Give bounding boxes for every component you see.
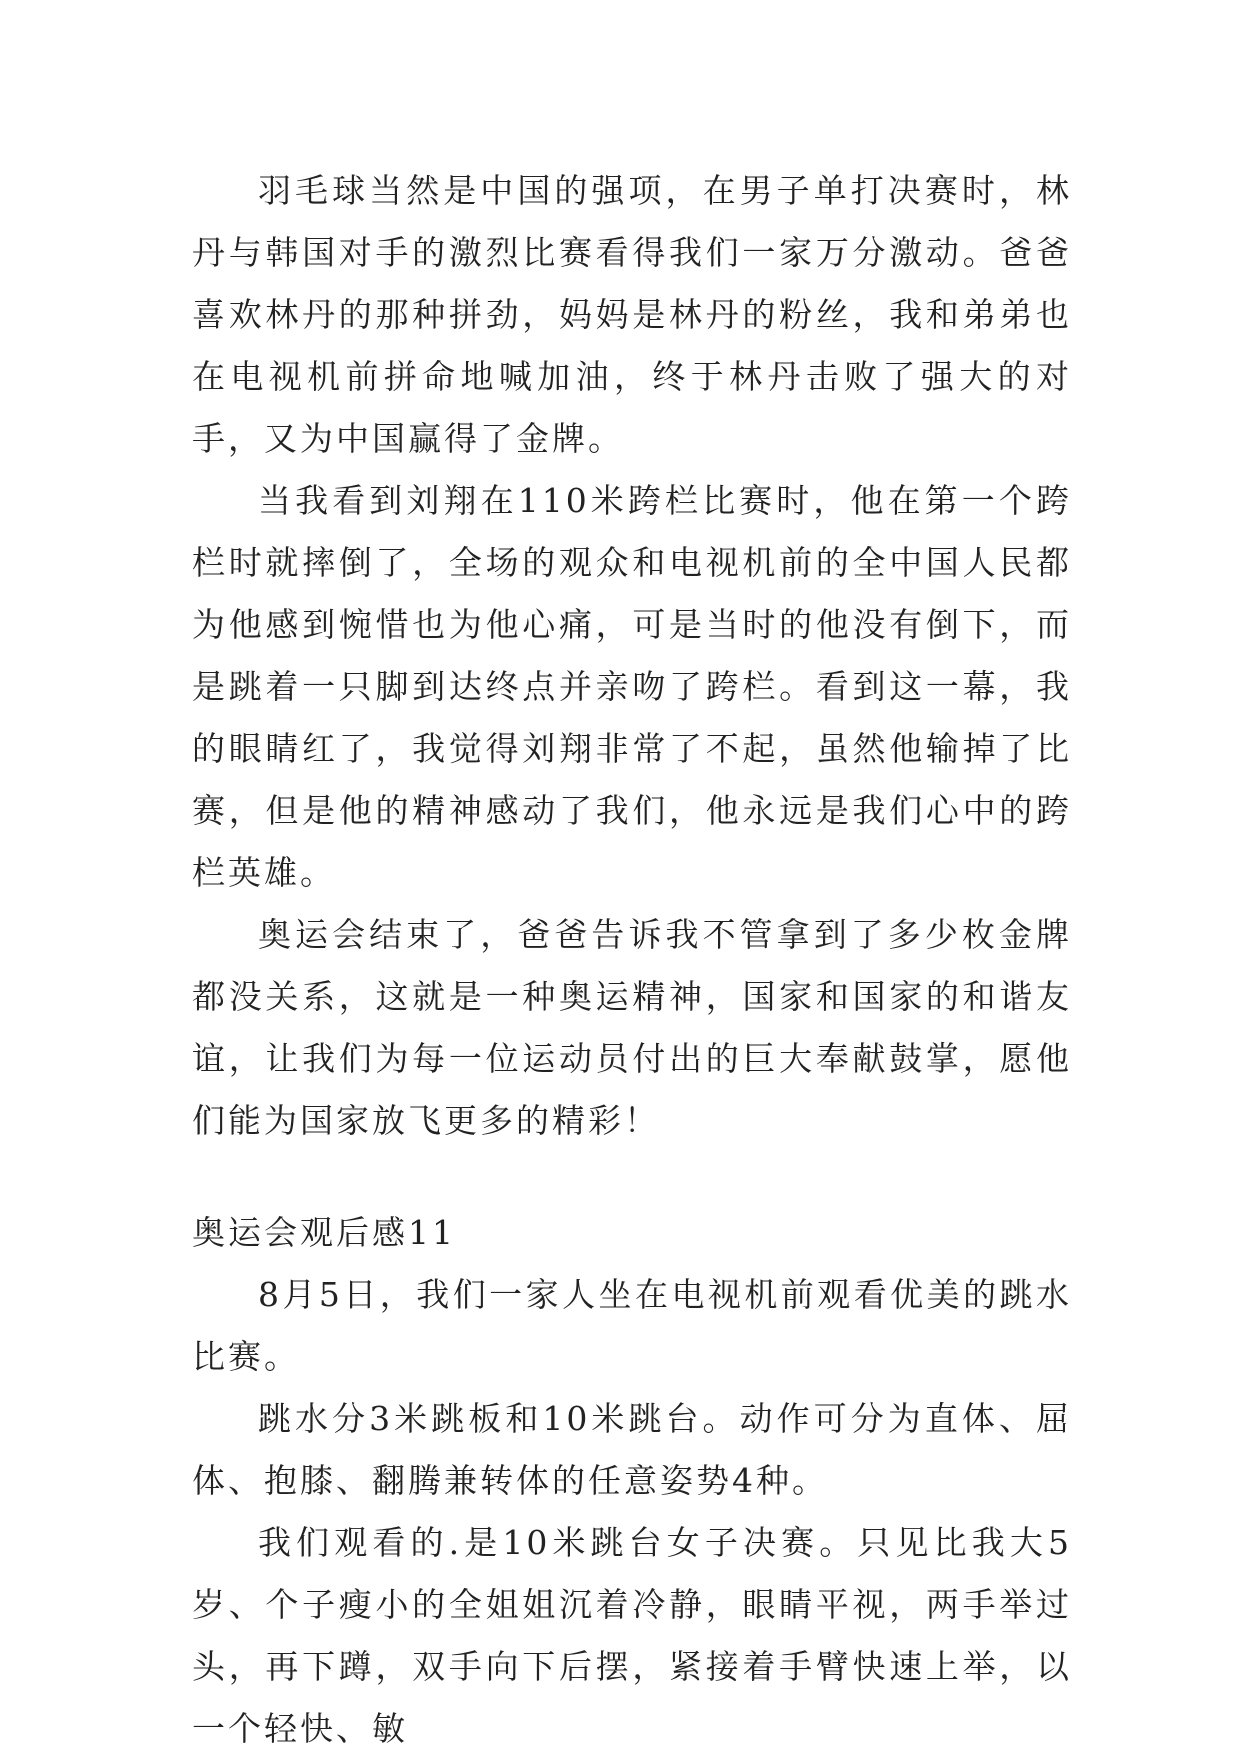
paragraph-diving-types: 跳水分3米跳板和10米跳台。动作可分为直体、屈体、抱膝、翻腾兼转体的任意姿势4种。 xyxy=(192,1399,1072,1500)
paragraph-liuxiang: 当我看到刘翔在110米跨栏比赛时，他在第一个跨栏时就摔倒了，全场的观众和电视机前的全中国人民都为他感到惋惜也为他心痛，可是当时的他没有倒下，而是跳着一只脚到达终点并亲吻了跨栏。看到这一幕，我的眼睛红了，我觉得刘翔非常了不起，虽然他输掉了比赛，但是他的精神感动了我们，他永远是我们心中的跨栏英雄。 xyxy=(192,481,1072,892)
section-title: 奥运会观后感11 xyxy=(192,1213,456,1252)
document-body xyxy=(192,160,1072,1760)
paragraph-diving-final: 我们观看的.是10米跳台女子决赛。只见比我大5岁、个子瘦小的全姐姐沉着冷静，眼睛平视，两手举过头，再下蹲，双手向下后摆，紧接着手臂快速上举，以一个轻快、敏 xyxy=(192,1523,1072,1748)
paragraph-olympics-end: 奥运会结束了，爸爸告诉我不管拿到了多少枚金牌都没关系，这就是一种奥运精神，国家和国家的和谐友谊，让我们为每一位运动员付出的巨大奉献鼓掌，愿他们能为国家放飞更多的精彩！ xyxy=(192,915,1072,1140)
paragraph-aug5: 8月5日，我们一家人坐在电视机前观看优美的跳水比赛。 xyxy=(192,1275,1072,1376)
section-gap xyxy=(192,1152,1072,1202)
paragraph-badminton: 羽毛球当然是中国的强项，在男子单打决赛时，林丹与韩国对手的激烈比赛看得我们一家万分激动。爸爸喜欢林丹的那种拼劲，妈妈是林丹的粉丝，我和弟弟也在电视机前拼命地喊加油，终于林丹击败了强大的对手，又为中国赢得了金牌。 xyxy=(192,171,1072,458)
